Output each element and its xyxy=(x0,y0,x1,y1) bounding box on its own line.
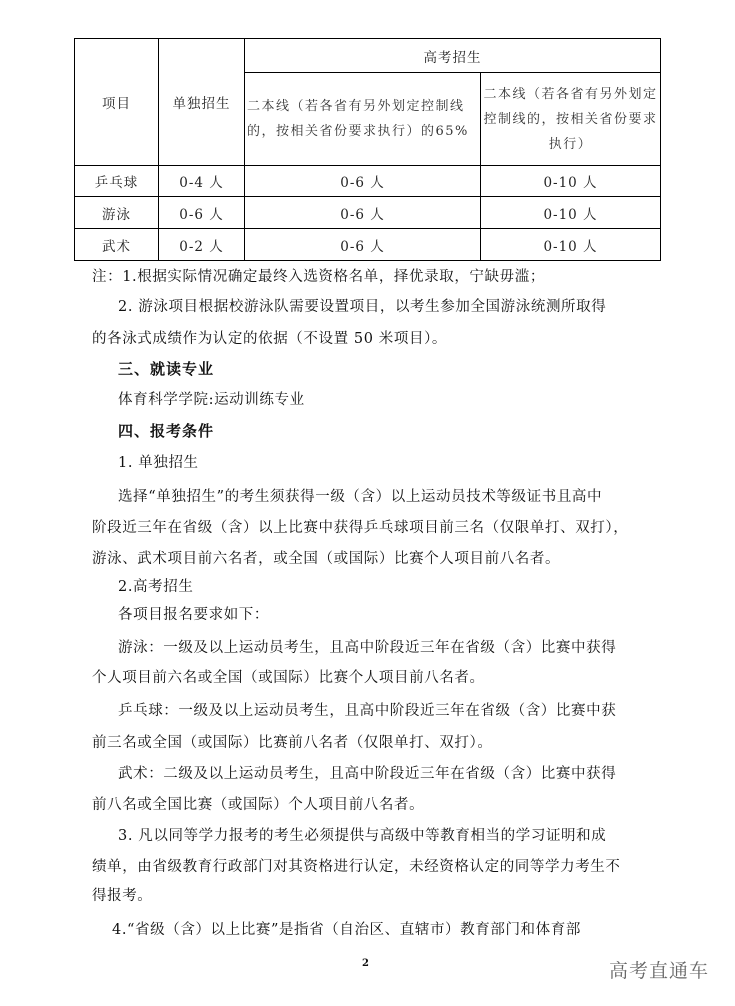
sub2-intro: 各项目报名要求如下： xyxy=(118,607,269,623)
row-c2: 0-10 人 xyxy=(481,166,661,197)
table-row xyxy=(75,166,661,197)
sub1-line3: 游泳、武术项目前六名者，或全国（或国际）比赛个人项目前八名者。 xyxy=(92,551,561,567)
para3-line3: 得报考。 xyxy=(92,888,153,904)
row-c2: 0-10 人 xyxy=(481,229,661,261)
watermark-text: 高考直通车 xyxy=(608,960,709,982)
note-2-line1: 2. 游泳项目根据校游泳队需要设置项目，以考生参加全国游泳统测所取得 xyxy=(118,299,607,315)
row-single: 0-2 人 xyxy=(159,229,245,261)
sub1-line1: 选择“单独招生”的考生须获得一级（含）以上运动员技术等级证书且高中 xyxy=(118,489,603,505)
header-single: 单独招生 xyxy=(159,39,245,166)
sub-heading-1: 1. 单独招生 xyxy=(118,455,199,471)
table-row xyxy=(75,229,661,261)
wushu-line2: 前八名或全国比赛（或国际）个人项目前八名者。 xyxy=(92,797,425,813)
pingpong-line1: 乒乓球：一级及以上运动员考生，且高中阶段近三年在省级（含）比赛中获 xyxy=(118,703,617,719)
row-item: 乒乓球 xyxy=(75,166,159,197)
section-3-heading: 三、就读专业 xyxy=(118,360,215,378)
sub-heading-2: 2.高考招生 xyxy=(118,579,194,595)
row-item: 游泳 xyxy=(75,197,159,229)
note-2-line2: 的各泳式成绩作为认定的依据（不设置 50 米项目）。 xyxy=(92,331,448,347)
row-c1: 0-6 人 xyxy=(245,229,481,261)
table-row xyxy=(75,197,661,229)
para3-line1: 3. 凡以同等学力报考的考生必须提供与高级中等教育相当的学习证明和成 xyxy=(118,828,607,844)
page-number: 2 xyxy=(362,958,369,969)
header-item: 项目 xyxy=(75,39,159,166)
header-gaokao: 高考招生 xyxy=(245,39,661,73)
row-single: 0-6 人 xyxy=(159,197,245,229)
row-c1: 0-6 人 xyxy=(245,197,481,229)
para3-line2: 绩单，由省级教育行政部门对其资格进行认定，未经资格认定的同等学力考生不 xyxy=(92,859,621,875)
row-item: 武术 xyxy=(75,229,159,261)
header-sub-col1: 二本线（若各省有另外划定控制线的，按相关省份要求执行）的65% xyxy=(245,73,481,166)
row-single: 0-4 人 xyxy=(159,166,245,197)
sub1-line2: 阶段近三年在省级（含）以上比赛中获得乒乓球项目前三名（仅限单打、双打）， xyxy=(92,520,629,536)
section-3-text: 体育科学学院:运动训练专业 xyxy=(118,392,305,408)
quota-table xyxy=(74,38,661,261)
header-sub-col2: 二本线（若各省有另外划定控制线的，按相关省份要求执行） xyxy=(481,73,661,166)
swim-line2: 个人项目前六名或全国（或国际）比赛个人项目前八名者。 xyxy=(92,670,485,686)
section-4-heading: 四、报考条件 xyxy=(118,422,215,440)
swim-line1: 游泳：一级及以上运动员考生，且高中阶段近三年在省级（含）比赛中获得 xyxy=(118,640,617,656)
pingpong-line2: 前三名或全国（或国际）比赛前八名者（仅限单打、双打）。 xyxy=(92,735,493,751)
wushu-line1: 武术：二级及以上运动员考生，且高中阶段近三年在省级（含）比赛中获得 xyxy=(118,766,617,782)
note-1: 注：1.根据实际情况确定最终入选资格名单，择优录取，宁缺毋滥； xyxy=(92,269,545,285)
row-c1: 0-6 人 xyxy=(245,166,481,197)
row-c2: 0-10 人 xyxy=(481,197,661,229)
para4-line1: 4.“省级（含）以上比赛”是指省（自治区、直辖市）教育部门和体育部 xyxy=(112,922,581,938)
